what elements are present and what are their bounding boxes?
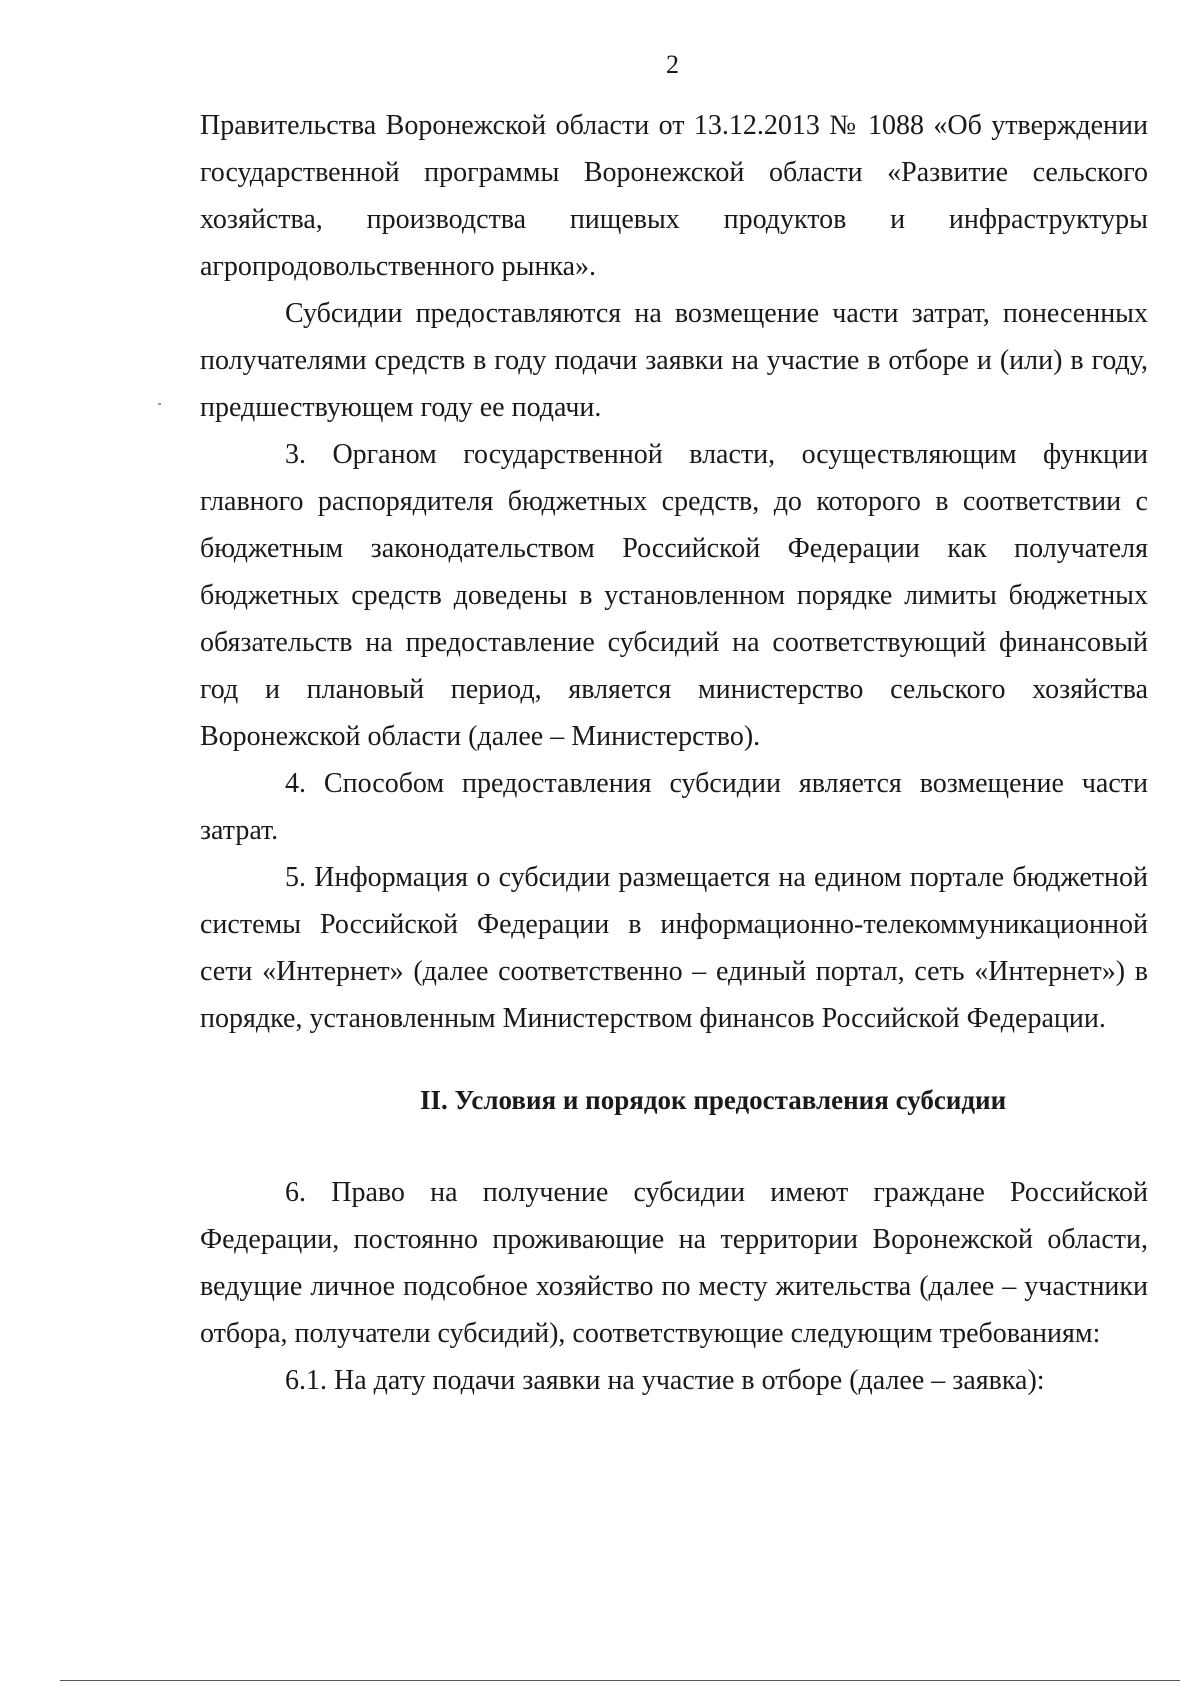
- paragraph-5-information: 5. Информация о субсидии размещается на едином портале бюджетной системы Российской Федерации в информационно-телекоммуникационной сети «Интернет» (далее соответственно – единый портал, сеть «Интернет») в порядке, установленным Министерством финансов Российской Федерации.: [200, 862, 1148, 1034]
- paragraph-6-1-application-date: 6.1. На дату подачи заявки на участие в отборе (далее – заявка):: [285, 1365, 1045, 1396]
- bottom-scan-line: [60, 1680, 1180, 1681]
- paragraph-subsidy-costs: Субсидии предоставляются на возмещение части затрат, понесенных получателями средств в году подачи заявки на участие в отборе и (или) в году, предшествующем году ее подачи.: [200, 298, 1148, 423]
- section-heading: II. Условия и порядок предоставления субсидии: [420, 1085, 1007, 1115]
- margin-mark: [158, 403, 161, 405]
- paragraph-3-authority: 3. Органом государственной власти, осуществляющим функции главного распорядителя бюджетных средств, до которого в соответствии с бюджетным законодательством Российской Федерации как получателя бюджетных средств доведены в установленном порядке лимиты бюджетных обязательств на предоставление субсидий на соответствующий финансовый год и плановый период, является министерство сельского хозяйства Воронежской области (далее – Министерство).: [200, 439, 1148, 752]
- document-body: [200, 102, 1148, 1404]
- paragraph-program-reference: Правительства Воронежской области от 13.12.2013 № 1088 «Об утверждении государственной программы Воронежской области «Развитие сельского хозяйства, производства пищевых продуктов и инфраструктуры агропродовольственного рынка».: [200, 110, 1148, 282]
- paragraph-6-eligibility: 6. Право на получение субсидии имеют граждане Российской Федерации, постоянно проживающие на территории Воронежской области, ведущие личное подсобное хозяйство по месту жительства (далее – участники отбора, получатели субсидий), соответствующие следующим требованиям:: [200, 1177, 1148, 1349]
- page-number: 2: [666, 50, 679, 79]
- paragraph-4-method: 4. Способом предоставления субсидии является возмещение части затрат.: [200, 768, 1148, 846]
